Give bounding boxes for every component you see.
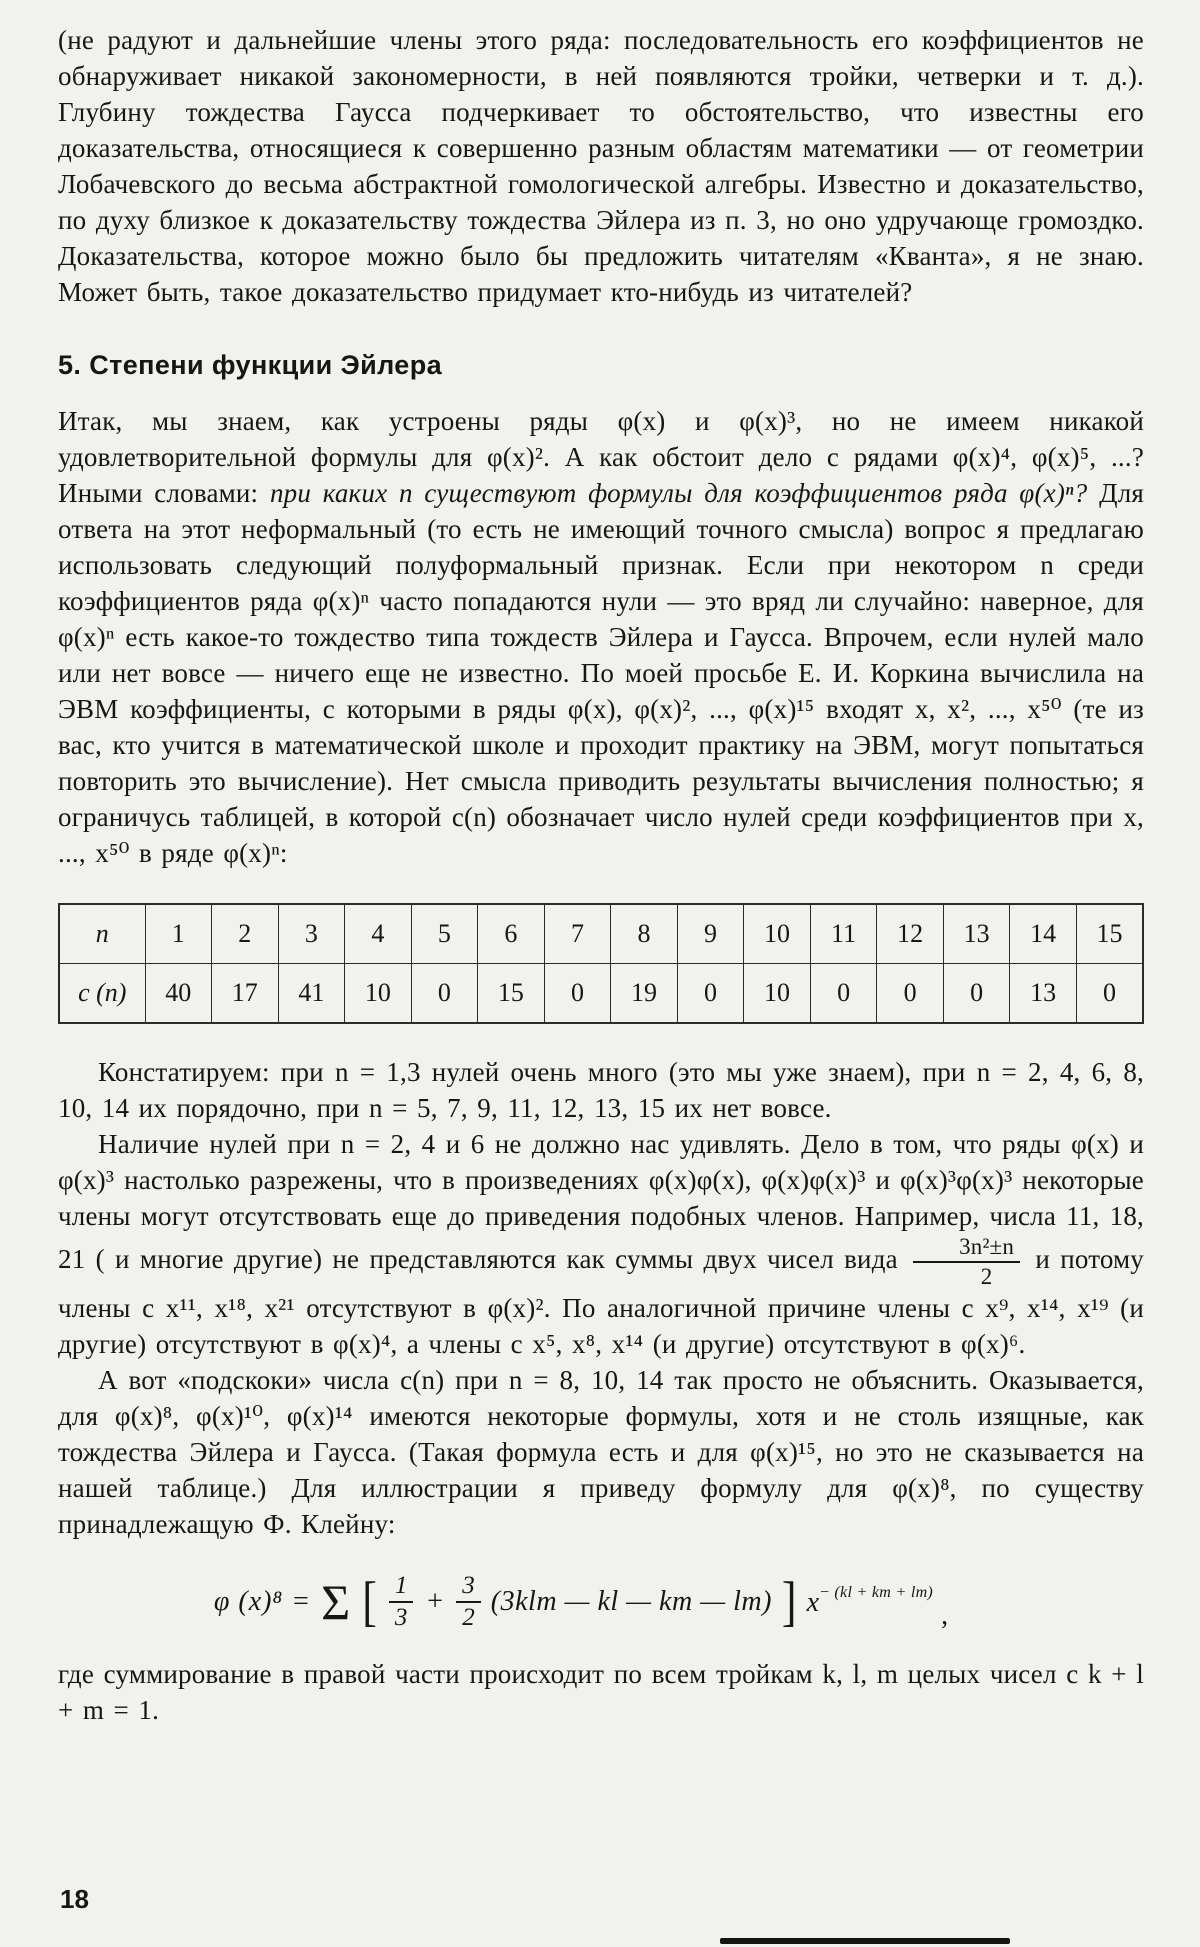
open-bracket: [ bbox=[362, 1570, 377, 1632]
paragraph-jumps: А вот «подскоки» числа c(n) при n = 8, 10, 14 так просто не объяснить. Оказывается, для φ(x)⁸, φ(x)¹⁰, φ(x)¹⁴ имеются некоторые формулы, хотя и не столь изящные, как тождества Эйлера и Гаусса. (Такая формула есть и для φ(x)¹⁵, но это не сказывается на нашей таблице.) Для иллюстрации я приведу формулу для φ(x)⁸, по существу принадлежащую Ф. Клейну: bbox=[58, 1364, 1144, 1539]
inline-fraction bbox=[913, 1234, 1020, 1290]
close-bracket: ] bbox=[781, 1570, 797, 1632]
table-cell: 0 bbox=[877, 964, 944, 1024]
table-cell: 0 bbox=[677, 964, 744, 1024]
formula-comma: , bbox=[941, 1599, 949, 1631]
text-run: Итак, мы знаем, как устроены ряды φ(x) и φ(x)³, но не имеем никакой удовлетворительной формулы для φ(x)². А как обстоит дело с рядами φ(x)⁴, φ(x)⁵, ...? Иными словами: bbox=[58, 406, 1144, 508]
paragraph-observation: Констатируем: при n = 1,3 нулей очень много (это мы уже знаем), при n = 2, 4, 6, 8, 10, 14 их порядочно, при n = 5, 7, 9, 11, 12, 13, 15 их нет вовсе. bbox=[58, 1057, 1144, 1123]
sigma-sum-icon: Σ bbox=[321, 1573, 351, 1630]
table-cell: 9 bbox=[677, 904, 744, 964]
table-cell: 8 bbox=[611, 904, 678, 964]
formula-base: x bbox=[806, 1587, 820, 1619]
formula-exponent: − (kl + km + lm) bbox=[819, 1584, 934, 1602]
table-cell: 2 bbox=[212, 904, 279, 964]
table-cell: 7 bbox=[544, 904, 611, 964]
table-cell: 0 bbox=[943, 964, 1010, 1024]
table-cell: 13 bbox=[1010, 964, 1077, 1024]
text-run: Для ответа на этот неформальный (то есть не имеющий точного смысла) вопрос я предлагаю использовать следующий полуформальный признак. Если при некотором n среди коэффициентов ряда φ(x)ⁿ часто попадаются нули — это вряд ли случайно: наверное, для φ(x)ⁿ есть какое-то тождество типа тождеств Эйлера и Гаусса. Впрочем, если нулей мало или нет вовсе — ничего еще не известно. По моей просьбе Е. И. Коркина вычислила на ЭВМ коэффициенты, с которыми в ряды φ(x), φ(x)², ..., φ(x)¹⁵ входят x, x², ..., x⁵⁰ (те из вас, кто учится в математической школе и проходит практику на ЭВМ, могут попытаться повторить это вычисление). Нет смысла приводить результаты вычисления полностью; я ограничусь таблицей, в которой c(n) обозначает число нулей среди коэффициентов при x, ..., x⁵⁰ в ряде φ(x)ⁿ: bbox=[58, 478, 1144, 868]
table-cell: 14 bbox=[1010, 904, 1077, 964]
table-cell: 17 bbox=[212, 964, 279, 1024]
klein-formula bbox=[58, 1572, 1104, 1632]
table-cell: 3 bbox=[278, 904, 345, 964]
fraction-denominator: 2 bbox=[980, 1264, 993, 1290]
scan-artifact bbox=[720, 1938, 1010, 1944]
table-cell: 1 bbox=[145, 904, 212, 964]
table-cell: 10 bbox=[744, 964, 811, 1024]
formula-x-power bbox=[807, 1584, 934, 1619]
table-cell: 12 bbox=[877, 904, 944, 964]
page-number: 18 bbox=[60, 1884, 89, 1914]
formula-fraction-three-halves bbox=[456, 1572, 481, 1632]
table-cell: 15 bbox=[1076, 904, 1143, 964]
table-cell: 0 bbox=[1076, 964, 1143, 1024]
table-cell: 10 bbox=[744, 904, 811, 964]
plus-operator: + bbox=[425, 1585, 445, 1617]
table-cell: 10 bbox=[345, 964, 412, 1024]
formula-lhs: φ (x)⁸ = bbox=[213, 1585, 312, 1617]
table-cell: 11 bbox=[810, 904, 877, 964]
table-cell: 5 bbox=[411, 904, 478, 964]
paragraph-euler-powers bbox=[58, 403, 1144, 871]
paragraph-intro: (не радуют и дальнейшие члены этого ряда: последовательность его коэффициентов не обнаруживает никакой закономерности, в ней появляются тройки, четверки и т. д.). Глубину тождества Гаусса подчеркивает то обстоятельство, что известны его доказательства, относящиеся к совершенно разным областям математики — от геометрии Лобачевского до весьма абстрактной гомологической алгебры. Известно и доказательство, по духу близкое к доказательству тождества Эйлера из п. 3, но оно удручающе громоздко. Доказательства, которое можно было бы предложить читателям «Кванта», я не знаю. Может быть, такое доказательство придумает кто-нибудь из читателей? bbox=[58, 25, 1144, 307]
table-cell: 0 bbox=[411, 964, 478, 1024]
fraction-denominator: 3 bbox=[394, 1604, 408, 1632]
table-header-c-of-n: c (n) bbox=[59, 964, 145, 1024]
table-cell: 0 bbox=[544, 964, 611, 1024]
table-cell: 41 bbox=[278, 964, 345, 1024]
text-run: и потому члены с x¹¹, x¹⁸, x²¹ отсутствуют в φ(x)². По аналогичной причине члены с x⁹, x¹⁴, x¹⁹ (и другие) отсутствуют в φ(x)⁴, а члены с x⁵, x⁸, x¹⁴ (и другие) отсутствуют в φ(x)⁶. bbox=[58, 1244, 1145, 1359]
formula-fraction-one-third bbox=[389, 1572, 414, 1632]
fraction-numerator: 1 bbox=[389, 1572, 414, 1604]
paragraph-summation-condition: где суммирование в правой части происходит по всем тройкам k, l, m целых чисел с k + l + m = 1. bbox=[58, 1658, 1144, 1725]
table-row-n bbox=[59, 904, 1143, 964]
table-cell: 15 bbox=[478, 964, 545, 1024]
table-cell: 13 bbox=[943, 904, 1010, 964]
text-run: Наличие нулей при n = 2, 4 и 6 не должно нас удивлять. Дело в том, что ряды φ(x) и φ(x)³ настолько разрежены, что в произведениях φ(x)φ(x), φ(x)φ(x)³ и φ(x)³φ(x)³ некоторые члены могут отсутствовать еще до приведения подобных членов. Например, числа 11, 18, 21 ( и многие другие) не представляются как суммы двух чисел вида bbox=[58, 1129, 1144, 1274]
formula-body: (3klm — kl — km — lm) bbox=[490, 1585, 772, 1617]
italic-question-run: при каких n существуют формулы для коэффициентов ряда φ(x)ⁿ? bbox=[269, 478, 1088, 508]
section-heading: 5. Степени функции Эйлера bbox=[58, 350, 443, 380]
table-header-n: n bbox=[59, 904, 145, 964]
fraction-numerator: 3n²±n bbox=[913, 1234, 1020, 1263]
table-cell: 0 bbox=[810, 964, 877, 1024]
c-of-n-table bbox=[58, 903, 1144, 1024]
table-cell: 6 bbox=[478, 904, 545, 964]
table-cell: 4 bbox=[345, 904, 412, 964]
fraction-numerator: 3 bbox=[456, 1572, 481, 1604]
table-cell: 19 bbox=[611, 964, 678, 1024]
fraction-denominator: 2 bbox=[462, 1604, 475, 1632]
paragraph-zeros-explanation bbox=[58, 1126, 1144, 1362]
table-cell: 40 bbox=[145, 964, 212, 1024]
table-row-c bbox=[59, 964, 1143, 1024]
